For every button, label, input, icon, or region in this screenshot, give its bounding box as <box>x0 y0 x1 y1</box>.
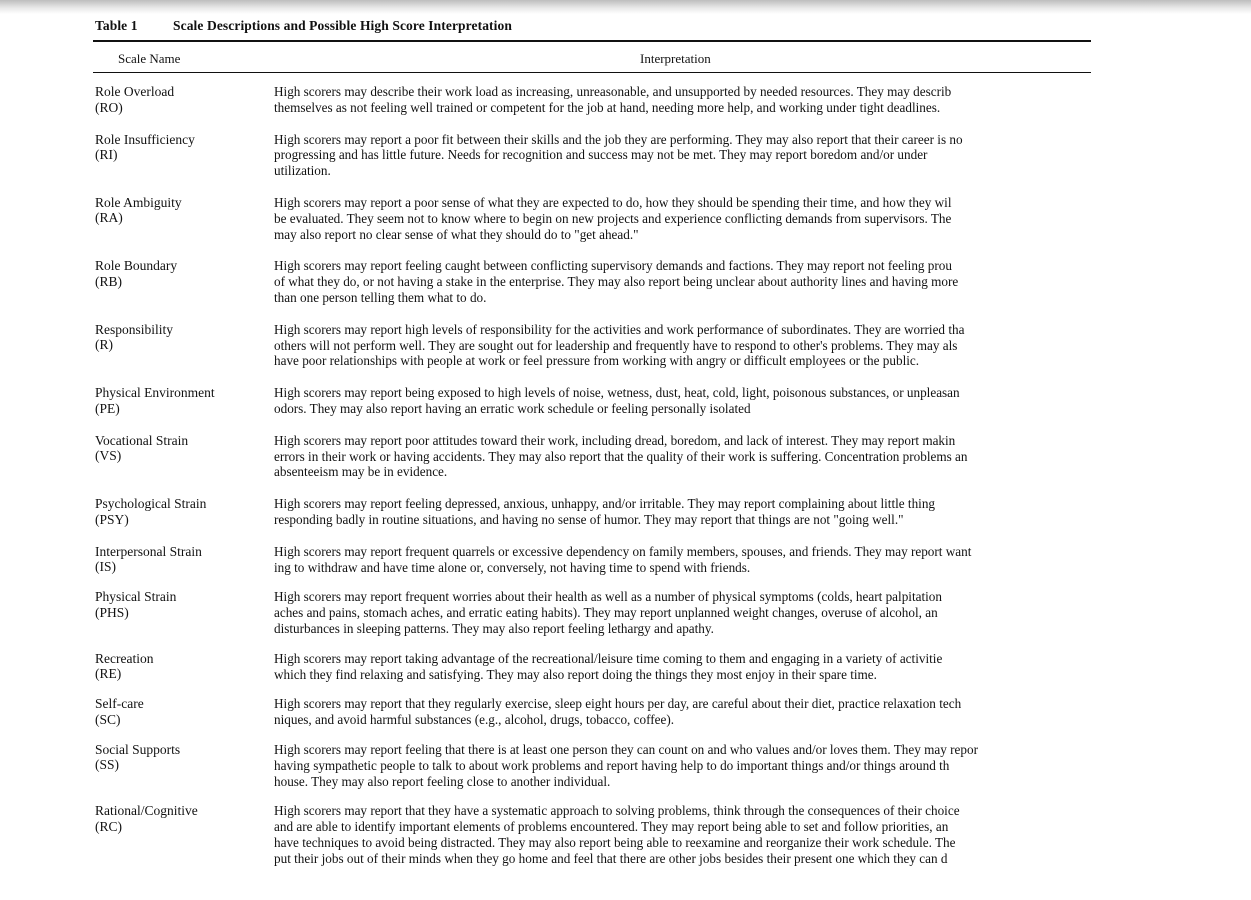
interpretation-line: and are able to identify important elements of problems encountered. They may report being able to set and follow priorities, an <box>274 819 949 835</box>
scale-name: Physical Environment (PE) <box>95 385 215 416</box>
interpretation-line: responding badly in routine situations, and having no sense of humor. They may report that things are not "going well." <box>274 511 904 527</box>
interpretation-text <box>274 742 1104 789</box>
interpretation-text <box>274 322 1104 369</box>
interpretation-line: having sympathetic people to talk to about work problems and report having help to do important things and/or things around th <box>274 757 950 773</box>
scale-name: Recreation (RE) <box>95 650 154 682</box>
interpretation-line: High scorers may report that they regularly exercise, sleep eight hours per day, are careful about their diet, practice relaxation tech <box>274 696 962 712</box>
interpretation-line: odors. They may also report having an erratic work schedule or feeling personally isolated <box>274 400 751 416</box>
interpretation-line: High scorers may report being exposed to high levels of noise, wetness, dust, heat, cold, light, poisonous substances, or unpleasan <box>274 385 960 401</box>
interpretation-line: house. They may also report feeling close to another individual. <box>274 773 611 789</box>
interpretation-text <box>274 589 1104 636</box>
interpretation-line: have poor relationships with people at work or feel pressure from working with angry or difficult employees or the public. <box>274 353 920 369</box>
interpretation-line: ing to withdraw and have time alone or, conversely, not having time to spend with friends. <box>274 559 751 575</box>
table-row <box>0 433 1251 480</box>
interpretation-text <box>274 195 1104 242</box>
table-row <box>0 589 1251 636</box>
table-row <box>0 696 1251 728</box>
scale-name: Role Overload (RO) <box>95 84 175 115</box>
interpretation-line: of what they do, or not having a stake in the enterprise. They may also report being unclear about authority lines and having more <box>274 274 959 290</box>
interpretation-line: progressing and has little future. Needs for recognition and success may not be met. They may report boredom and/or under <box>274 147 928 163</box>
interpretation-text <box>274 433 1104 480</box>
interpretation-line: High scorers may report taking advantage of the recreational/leisure time coming to them and engaging in a variety of activitie <box>274 650 943 666</box>
header-rule <box>93 72 1091 73</box>
table-row <box>0 803 1251 866</box>
table-row <box>0 651 1251 683</box>
scale-name: Self-care (SC) <box>95 696 144 727</box>
interpretation-line: High scorers may report feeling caught between conflicting supervisory demands and factions. They may report not feeling prou <box>274 258 952 274</box>
interpretation-text <box>274 258 1104 305</box>
interpretation-line: High scorers may describe their work load as increasing, unreasonable, and unsupported by needed resources. They may describ <box>274 84 952 99</box>
table-number: Table 1 <box>95 18 138 33</box>
interpretation-line: High scorers may report poor attitudes toward their work, including dread, boredom, and lack of interest. They may report makin <box>274 432 956 448</box>
interpretation-line: errors in their work or having accidents. They may also report that the quality of their work is suffering. Concentration problems an <box>274 448 968 464</box>
table-caption <box>95 18 512 34</box>
table-row <box>0 742 1251 789</box>
interpretation-line: than one person telling them what to do. <box>274 289 487 305</box>
interpretation-line: which they find relaxing and satisfying. They may also report doing the things they most enjoy in their spare time. <box>274 666 877 682</box>
table-row <box>0 84 1251 116</box>
interpretation-line: others will not perform well. They are sought out for leadership and frequently have to respond to other's problems. They may als <box>274 337 958 353</box>
interpretation-text <box>274 651 1104 683</box>
scale-name: Rational/Cognitive (RC) <box>95 803 198 834</box>
interpretation-line: may also report no clear sense of what they should do to "get ahead." <box>274 226 639 242</box>
interpretation-line: disturbances in sleeping patterns. They may also report feeling lethargy and apathy. <box>274 620 714 636</box>
interpretation-line: be evaluated. They seem not to know where to begin on new projects and experience conflicting demands from supervisors. The <box>274 210 952 226</box>
scale-name: Psychological Strain (PSY) <box>95 496 207 527</box>
scale-name: Role Boundary (RB) <box>95 258 178 289</box>
interpretation-text <box>274 496 1104 528</box>
interpretation-line: High scorers may report a poor sense of what they are expected to do, how they should be spending their time, and how they wil <box>274 194 952 210</box>
scale-name: Physical Strain (PHS) <box>95 589 177 620</box>
interpretation-text <box>274 803 1104 866</box>
interpretation-line: themselves as not feeling well trained or competent for the job at hand, needing more help, and working under tight deadlines. <box>274 99 941 115</box>
interpretation-line: absenteeism may be in evidence. <box>274 464 448 480</box>
scale-name: Social Supports (SS) <box>95 741 181 773</box>
column-header-interpretation: Interpretation <box>640 51 711 66</box>
interpretation-text <box>274 84 1104 116</box>
table-row <box>0 544 1251 576</box>
interpretation-line: High scorers may report high levels of responsibility for the activities and work performance of subordinates. They are worried tha <box>274 321 965 337</box>
interpretation-line: put their jobs out of their minds when they go home and feel that there are other jobs besides their present one which they can d <box>274 850 948 866</box>
table-row <box>0 258 1251 305</box>
interpretation-line: High scorers may report feeling depressed, anxious, unhappy, and/or irritable. They may report complaining about little thing <box>274 496 936 512</box>
table-row <box>0 385 1251 417</box>
interpretation-line: have techniques to avoid being distracted. They may also report being able to reexamine and reorganize their work schedule. The <box>274 834 956 850</box>
interpretation-text <box>274 544 1104 576</box>
interpretation-line: niques, and avoid harmful substances (e.g., alcohol, drugs, tobacco, coffee). <box>274 712 675 728</box>
interpretation-line: High scorers may report frequent worries about their health as well as a number of physical symptoms (colds, heart palpitation <box>274 589 942 605</box>
scale-name: Interpersonal Strain (IS) <box>95 543 202 575</box>
scale-name: Responsibility (R) <box>95 321 174 353</box>
interpretation-line: aches and pains, stomach aches, and erratic eating habits). They may report unplanned weight changes, overuse of alcohol, an <box>274 605 938 621</box>
interpretation-line: utilization. <box>274 163 331 179</box>
table-row <box>0 496 1251 528</box>
interpretation-line: High scorers may report that they have a systematic approach to solving problems, think through the consequences of their choice <box>274 803 960 819</box>
interpretation-line: High scorers may report a poor fit between their skills and the job they are performing. They may also report that their career is no <box>274 131 963 147</box>
table-body <box>0 84 1251 880</box>
table-row <box>0 132 1251 179</box>
table-title: Scale Descriptions and Possible High Score Interpretation <box>173 18 512 33</box>
interpretation-text <box>274 132 1104 179</box>
top-rule <box>93 40 1091 42</box>
column-header-scale-name: Scale Name <box>118 51 181 66</box>
table-row <box>0 195 1251 242</box>
scale-name: Role Ambiguity (RA) <box>95 194 182 226</box>
table-row <box>0 322 1251 369</box>
interpretation-text <box>274 385 1104 417</box>
interpretation-text <box>274 696 1104 728</box>
interpretation-line: High scorers may report frequent quarrels or excessive dependency on family members, spouses, and friends. They may report want <box>274 543 972 559</box>
scale-name: Vocational Strain (VS) <box>95 432 189 464</box>
scale-name: Role Insufficiency (RI) <box>95 131 195 163</box>
interpretation-line: High scorers may report feeling that there is at least one person they can count on and who values and/or loves them. They may repor <box>274 741 978 757</box>
